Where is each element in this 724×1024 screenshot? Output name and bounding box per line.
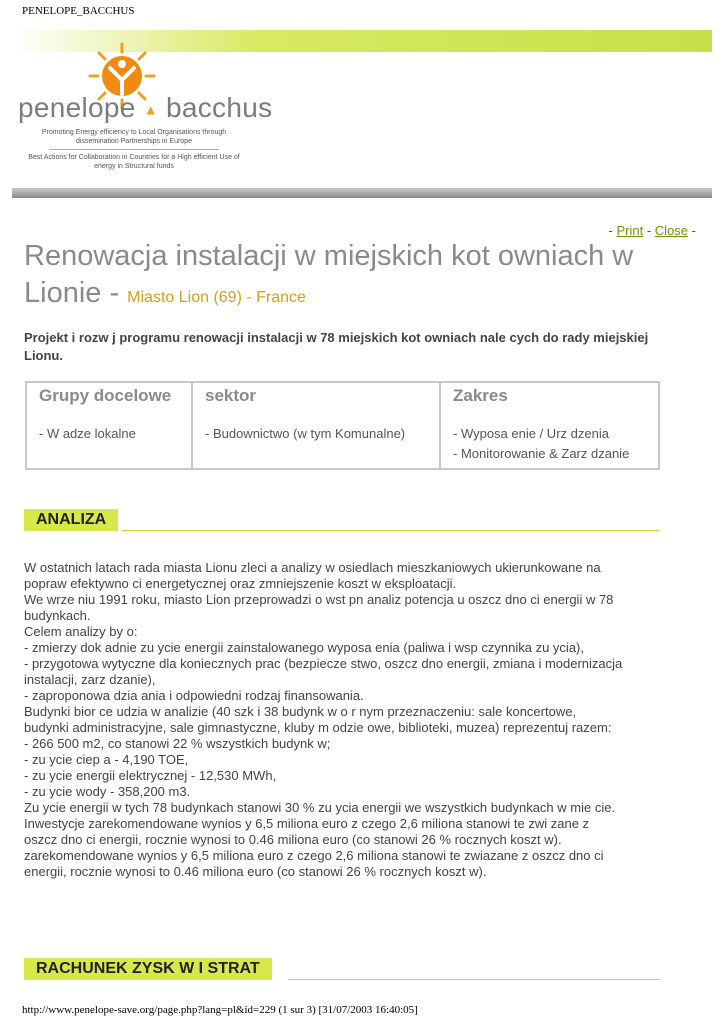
analiza-line: oszcz dno ci energii, rocznie wynosi to 0.46 miliona euro (co stanowi 26 % rocznych koszt w). <box>24 832 562 847</box>
cell-item: - Monitorowanie & Zarz dzanie <box>453 446 630 461</box>
header-sektor: sektor <box>192 382 440 416</box>
analiza-line: - zmierzy dok adnie zu ycie energii zainstalowanego wyposa enia (paliwa i wsp czynnika zu ycia), <box>24 640 584 655</box>
page-title <box>24 238 684 316</box>
brand-right: bacchus <box>166 92 273 123</box>
info-table <box>25 381 660 470</box>
cell-zakres <box>440 416 659 469</box>
section-rule <box>122 530 660 531</box>
section-analiza <box>24 509 660 531</box>
section-rule <box>288 979 660 980</box>
analiza-line: W ostatnich latach rada miasta Lionu zleci a analizy w osiedlach mieszkaniowych ukierunkowane na <box>24 560 601 575</box>
cell-item: - W adze lokalne <box>39 426 136 441</box>
analiza-line: zarekomendowane wynios y 6,5 miliona euro z czego 2,6 miliona stanowi te zwiazane z oszcz dno ci <box>24 848 604 863</box>
analiza-line: budynki administracyjne, sale gimnastyczne, kluby m odzie owe, biblioteki, muzea) reprezentuj razem: <box>24 720 612 735</box>
analiza-line: popraw efektywno ci energetycznej oraz zmniejszenie koszt w eksploatacji. <box>24 576 457 591</box>
analiza-line: Budynki bior ce udzia w analizie (40 szk i 38 budynk w o r nym przeznaczeniu: sale koncertowe, <box>24 704 577 719</box>
cell-sektor <box>192 416 440 469</box>
analiza-line: Celem analizy by o: <box>24 624 138 639</box>
cell-grupy-docelowe <box>26 416 192 469</box>
tagline-1: Promoting Energy efficiency to Local Organisations through dissemination Partnerships in Europe <box>41 129 227 145</box>
tagline-2: Best Actions for Collaboration in Countries for a High efficient Use of energy in Structural funds <box>28 154 240 170</box>
toplinks-suffix: - <box>688 223 696 238</box>
footer-url: http://www.penelope-save.org/page.php?lang=pl&id=229 (1 sur 3) [31/07/2003 16:40:05] <box>22 1004 418 1016</box>
analiza-line: Inwestycje zarekomendowane wynios y 6,5 miliona euro z czego 2,6 miliona stanowi te zwi zane z <box>24 816 590 831</box>
header-zakres: Zakres <box>440 382 659 416</box>
header-banner <box>12 30 712 198</box>
analiza-line: - przygotowa wytyczne dla koniecznych prac (bezpiecze stwo, oszcz dno energii, zmiana i modernizacja <box>24 656 623 671</box>
header-grupy-docelowe: Grupy docelowe <box>26 382 192 416</box>
top-links <box>609 223 696 238</box>
section-label: RACHUNEK ZYSK W I STRAT <box>24 958 272 980</box>
analiza-line: We wrze niu 1991 roku, miasto Lion przeprowadzi o wst pn analiz potencja u oszcz dno ci energii w 78 <box>24 592 614 607</box>
analiza-line: - zu ycie wody - 358,200 m3. <box>24 784 191 799</box>
analiza-line: - zu ycie energii elektrycznej - 12,530 MWh, <box>24 768 277 783</box>
cell-item: - Wyposa enie / Urz dzenia <box>453 426 609 441</box>
toplinks-prefix: - <box>608 223 617 238</box>
analiza-line: - 266 500 m2, co stanowi 22 % wszystkich budynk w; <box>24 736 331 751</box>
toplinks-separator: - <box>643 223 655 238</box>
section-label: ANALIZA <box>24 509 118 531</box>
close-link[interactable]: Close <box>654 223 689 238</box>
tagline-separator <box>49 149 219 150</box>
analiza-line: - zaproponowa dzia ania i odpowiedni rodzaj finansowania. <box>24 688 364 703</box>
cell-item: - Budownictwo (w tym Komunalne) <box>205 426 406 441</box>
brand-dot-icon: ▲ <box>143 101 158 118</box>
banner-gray-bar <box>12 188 712 198</box>
print-link[interactable]: Print <box>616 223 644 238</box>
title-location: Miasto Lion (69) - France <box>127 289 306 306</box>
running-head: PENELOPE_BACCHUS <box>22 5 135 17</box>
brand-left: penelope <box>18 92 136 123</box>
lead-paragraph: Projekt i rozw j programu renowacji instalacji w 78 miejskich kot owniach nale cych do rady miejskiej Lionu. <box>24 330 649 363</box>
brand-name <box>18 92 272 124</box>
analiza-line: Zu ycie energii w tych 78 budynkach stanowi 30 % zu ycia energii we wszystkich budynkach w mie cie. <box>24 800 616 815</box>
analiza-line: - zu ycie ciep a - 4,190 TOE, <box>24 752 189 767</box>
analiza-line: instalacji, zarz dzanie), <box>24 672 156 687</box>
tagline <box>24 128 244 171</box>
section-rachunek <box>24 958 660 980</box>
analiza-line: energii, rocznie wynosi to 0.46 miliona euro (co stanowi 26 % rocznych koszt w). <box>24 864 487 879</box>
analiza-body <box>24 560 684 880</box>
title-main: Renowacja instalacji w miejskich kot owniach w Lionie - <box>24 240 634 309</box>
analiza-line: budynkach. <box>24 608 91 623</box>
